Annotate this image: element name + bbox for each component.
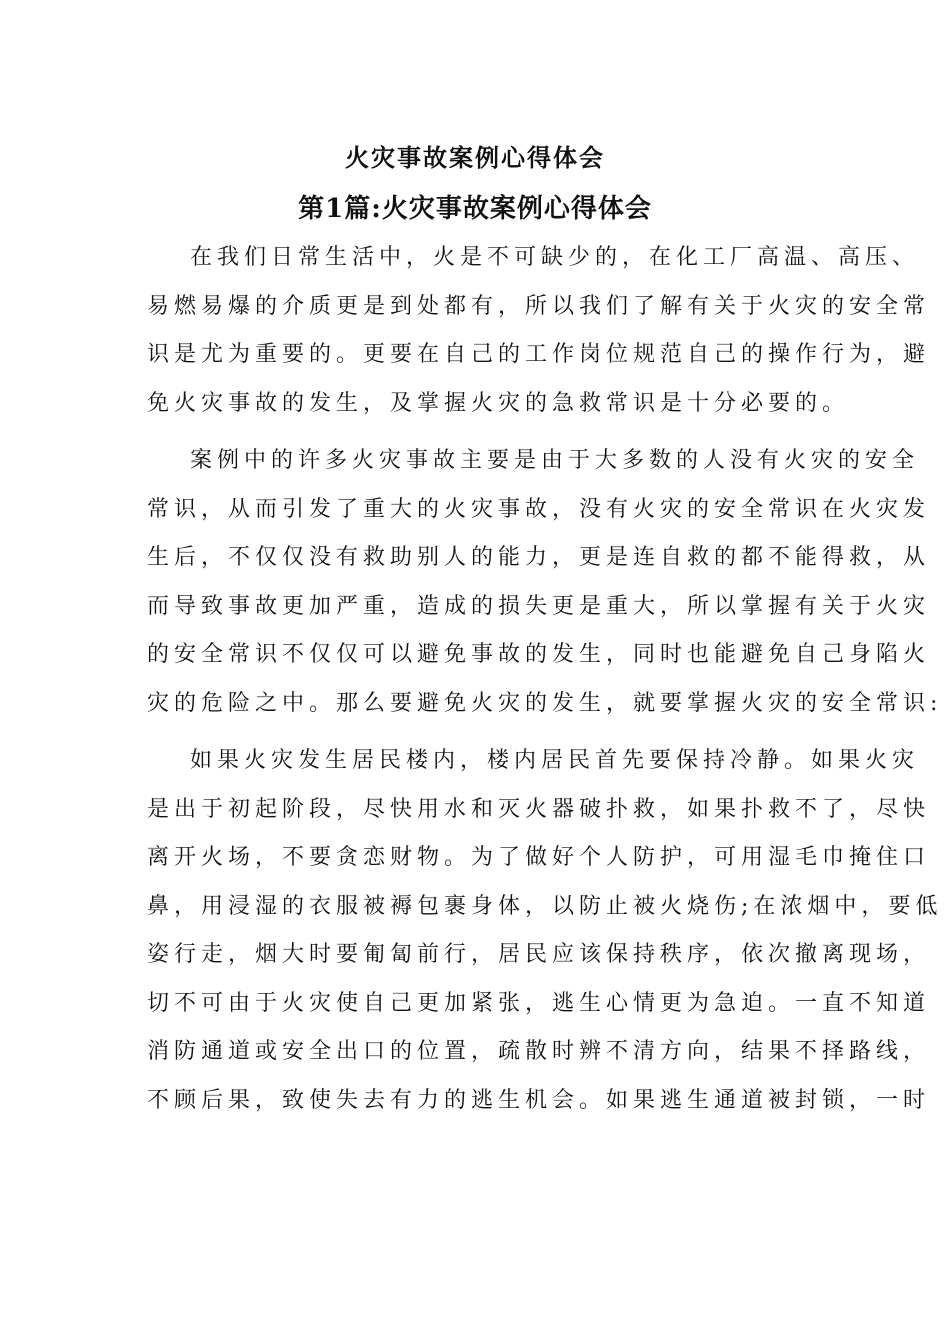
paragraph-line: 案例中的许多火灾事故主要是由于大多数的人没有火灾的安全: [190, 448, 920, 473]
paragraph-line: 而导致事故更加严重，造成的损失更是重大，所以掌握有关于火灾: [147, 593, 931, 619]
paragraph-line: 切不可由于火灾使自己更加紧张，逃生心情更为急迫。一直不知道: [147, 990, 931, 1016]
paragraph-line: 的安全常识不仅仅可以避免事故的发生，同时也能避免自己身陷火: [147, 642, 931, 667]
paragraph-line: 不顾后果，致使失去有力的逃生机会。如果逃生通道被封锁，一时: [147, 1087, 931, 1113]
paragraph-line: 鼻，用浸湿的衣服被褥包裹身体，以防止被火烧伤;在浓烟中，要低: [147, 893, 943, 919]
document-title: 火灾事故案例心得体会: [345, 143, 605, 172]
paragraph-line: 离开火场，不要贪恋财物。为了做好个人防护，可用湿毛巾掩住口: [147, 845, 931, 870]
paragraph-line: 灾的危险之中。那么要避免火灾的发生，就要掌握火灾的安全常识:: [147, 690, 943, 716]
paragraph-line: 消防通道或安全出口的位置，疏散时辨不清方向，结果不择路线，: [147, 1039, 931, 1064]
paragraph-line: 如果火灾发生居民楼内，楼内居民首先要保持冷静。如果火灾: [190, 748, 920, 773]
paragraph-line: 易燃易爆的介质更是到处都有，所以我们了解有关于火灾的安全常: [147, 293, 931, 319]
paragraph-line: 在我们日常生活中，火是不可缺少的，在化工厂高温、高压、: [190, 245, 920, 270]
paragraph-line: 常识，从而引发了重大的火灾事故，没有火灾的安全常识在火灾发: [147, 496, 931, 522]
paragraph-line: 生后，不仅仅没有救助别人的能力，更是连自救的都不能得救，从: [147, 545, 931, 570]
paragraph-line: 姿行走，烟大时要匍匐前行，居民应该保持秩序，依次撤离现场，: [147, 942, 931, 967]
paragraph-line: 是出于初起阶段，尽快用水和灭火器破扑救，如果扑救不了，尽快: [147, 796, 931, 822]
paragraph-line: 识是尤为重要的。更要在自己的工作岗位规范自己的操作行为，避: [147, 342, 931, 367]
section-heading: 第1篇:火灾事故案例心得体会: [298, 194, 652, 224]
paragraph-line: 免火灾事故的发生，及掌握火灾的急救常识是十分必要的。: [147, 390, 850, 416]
